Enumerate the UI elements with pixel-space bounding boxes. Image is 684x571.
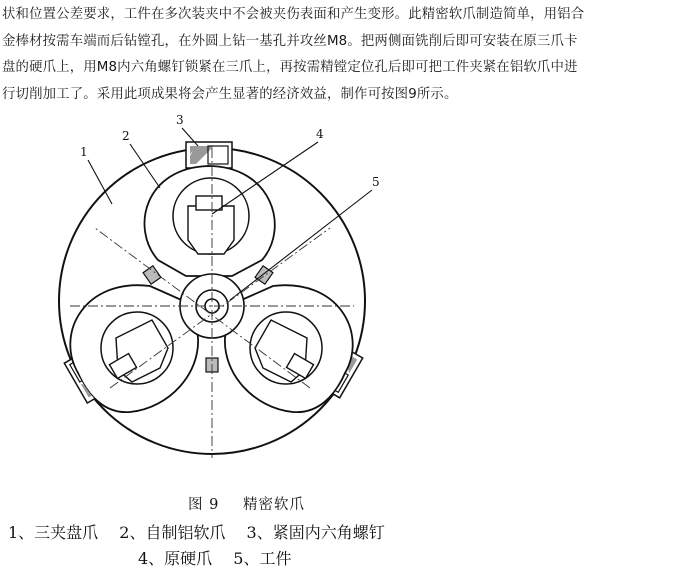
body-paragraph	[2, 2, 682, 108]
paragraph-line-3: 盘的硬爪上，用M8内六角螺钉锁紧在三爪上，再按需精镗定位孔后即可把工件夹紧在铝软爪中进	[2, 60, 578, 75]
figure-title: 精密软爪	[243, 497, 305, 513]
paragraph-line-4: 行切削加工了。采用此项成果将会产生显著的经济效益，制作可按图9所示。	[2, 86, 458, 102]
paragraph-line-2: 金棒材按需车端而后钻镗孔，在外圆上钻一基孔并攻丝M8。把两侧面铣削后即可安装在原三爪卡	[2, 33, 578, 49]
legend-row-2: 4、原硬爪 5、工件	[138, 549, 292, 568]
figure-number: 图 9	[188, 497, 220, 513]
callout-2: 2	[122, 129, 130, 143]
callout-3: 3	[176, 113, 184, 127]
callout-5: 5	[372, 175, 380, 189]
soft-jaw-drawing	[0, 108, 684, 500]
legend-row-1: 1、三夹盘爪 2、自制铝软爪 3、紧固内六角螺钉	[8, 523, 385, 542]
callout-1: 1	[80, 145, 88, 159]
hard-jaw-top	[186, 142, 232, 168]
workpiece-top	[188, 206, 234, 254]
callout-4: 4	[316, 127, 324, 141]
paragraph-line-1: 状和位置公差要求，工件在多次装夹中不会被夹伤表面和产生变形。此精密软爪制造简单，用铝合	[2, 7, 585, 22]
